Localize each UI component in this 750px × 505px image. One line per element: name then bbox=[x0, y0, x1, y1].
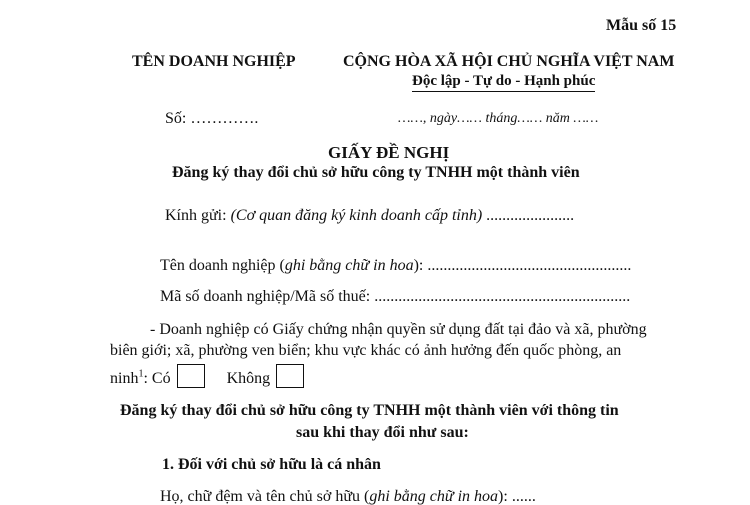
footnote-marker: 1 bbox=[138, 368, 144, 380]
country-header: CỘNG HÒA XÃ HỘI CHỦ NGHĨA VIỆT NAM bbox=[343, 53, 675, 70]
addressee-label: Kính gửi: bbox=[165, 207, 227, 224]
land-question-line2: biên giới; xã, phường ven biển; khu vực khác có ảnh hưởng đến quốc phòng, an bbox=[110, 342, 622, 359]
company-name-close: ): bbox=[413, 257, 424, 274]
section-heading-line1: Đăng ký thay đổi chủ sở hữu công ty TNHH một thành viên với thông tin bbox=[120, 402, 619, 419]
form-number: Mẫu số 15 bbox=[606, 17, 677, 34]
motto: Độc lập - Tự do - Hạnh phúc bbox=[412, 74, 595, 92]
tax-code-label: Mã số doanh nghiệp/Mã số thuế: bbox=[160, 288, 371, 305]
document-number-dots: …………. bbox=[190, 110, 259, 127]
company-name-label: Tên doanh nghiệp ( bbox=[160, 257, 285, 274]
document-subtitle: Đăng ký thay đổi chủ sở hữu công ty TNHH một thành viên bbox=[172, 164, 580, 181]
option-no-label: Không bbox=[226, 370, 271, 387]
option-yes-checkbox[interactable] bbox=[177, 364, 205, 388]
owner-name-dots: ...... bbox=[511, 488, 536, 505]
owner-name-field bbox=[160, 489, 536, 505]
addressee-dots: ...................... bbox=[486, 207, 575, 224]
tax-code-dots: ................................................................ bbox=[374, 288, 631, 305]
company-name-field bbox=[160, 258, 631, 274]
document-number bbox=[165, 111, 258, 127]
company-name-hint: ghi bằng chữ in hoa bbox=[284, 257, 414, 274]
option-no-checkbox[interactable] bbox=[276, 364, 304, 388]
land-question-line1: - Doanh nghiệp có Giấy chứng nhận quyền sử dụng đất tại đảo và xã, phường bbox=[150, 321, 647, 338]
company-placeholder-header: TÊN DOANH NGHIỆP bbox=[132, 53, 296, 70]
section-heading-line2: sau khi thay đổi như sau: bbox=[296, 424, 469, 441]
addressee-line bbox=[165, 208, 574, 224]
owner-name-label: Họ, chữ đệm và tên chủ sở hữu ( bbox=[160, 488, 370, 505]
document-number-label: Số: bbox=[165, 110, 187, 127]
option-yes-label: : Có bbox=[143, 370, 171, 387]
document-title: GIẤY ĐỀ NGHỊ bbox=[328, 143, 450, 162]
land-question-line3 bbox=[110, 364, 304, 388]
company-name-dots: ................................................... bbox=[427, 257, 632, 274]
owner-name-hint: ghi bằng chữ in hoa bbox=[369, 488, 499, 505]
date-line: ……, ngày…… tháng…… năm …… bbox=[398, 111, 599, 126]
section1-heading: 1. Đối với chủ sở hữu là cá nhân bbox=[162, 456, 381, 473]
land-question-ninh: ninh bbox=[110, 370, 139, 387]
owner-name-close: ): bbox=[498, 488, 508, 505]
addressee-value: (Cơ quan đăng ký kinh doanh cấp tỉnh) bbox=[230, 207, 483, 224]
tax-code-field bbox=[160, 289, 630, 305]
